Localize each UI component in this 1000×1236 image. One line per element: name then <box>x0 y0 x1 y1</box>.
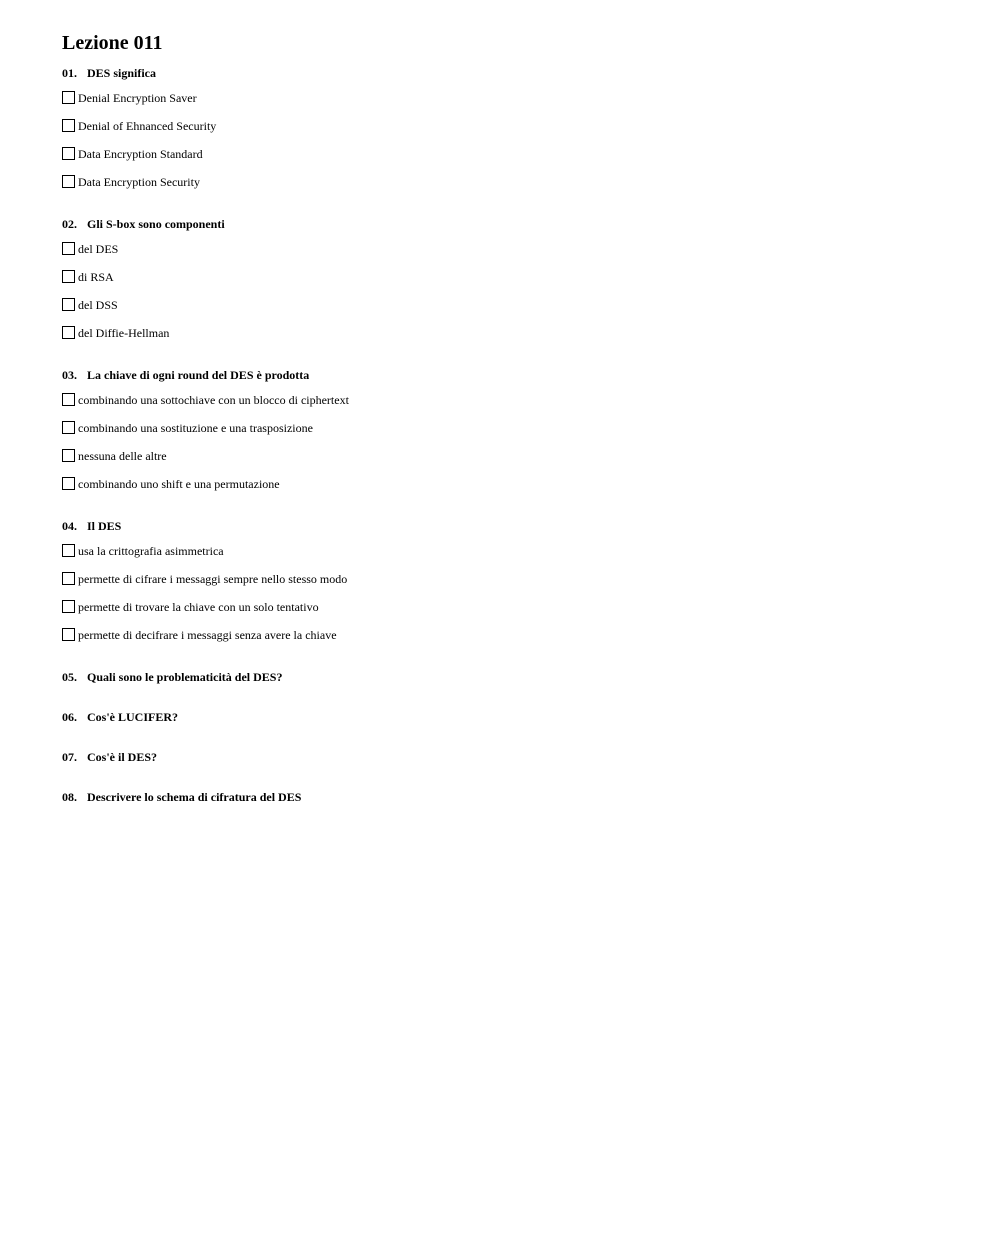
answer-label: del DES <box>78 242 119 256</box>
question-text: Il DES <box>87 519 122 533</box>
question-text: Gli S-box sono componenti <box>87 217 225 231</box>
answer-checkbox[interactable] <box>62 449 75 462</box>
answer-option[interactable] <box>62 543 962 571</box>
answer-checkbox[interactable] <box>62 270 75 283</box>
answer-option[interactable] <box>62 571 962 599</box>
answer-checkbox[interactable] <box>62 298 75 311</box>
answer-label: permette di decifrare i messaggi senza avere la chiave <box>78 628 337 642</box>
question-number: 02. <box>62 217 77 231</box>
answer-option[interactable] <box>62 325 962 353</box>
question-heading <box>62 789 962 806</box>
question-text: Descrivere lo schema di cifratura del DES <box>87 790 302 804</box>
question-text: Cos'è il DES? <box>87 750 158 764</box>
answer-label: permette di trovare la chiave con un solo tentativo <box>78 600 319 614</box>
answer-label: Data Encryption Standard <box>78 147 203 161</box>
answer-label: Data Encryption Security <box>78 175 200 189</box>
answer-checkbox[interactable] <box>62 175 75 188</box>
question-number: 07. <box>62 750 77 764</box>
open-question <box>62 709 962 726</box>
answer-checkbox[interactable] <box>62 477 75 490</box>
answer-checkbox[interactable] <box>62 572 75 585</box>
question-heading <box>62 518 962 535</box>
question-number: 01. <box>62 66 77 80</box>
answer-option[interactable] <box>62 297 962 325</box>
answer-label: di RSA <box>78 270 114 284</box>
question-heading <box>62 65 962 82</box>
answer-label: permette di cifrare i messaggi sempre nello stesso modo <box>78 572 348 586</box>
open-question <box>62 669 962 686</box>
answer-checkbox[interactable] <box>62 544 75 557</box>
answer-option[interactable] <box>62 241 962 269</box>
answer-option[interactable] <box>62 599 962 627</box>
answer-options <box>62 392 962 504</box>
document-page <box>62 29 962 829</box>
answer-checkbox[interactable] <box>62 147 75 160</box>
question-text: Cos'è LUCIFER? <box>87 710 179 724</box>
answer-option[interactable] <box>62 146 962 174</box>
question-text: La chiave di ogni round del DES è prodotta <box>87 368 310 382</box>
answer-label: combinando una sostituzione e una trasposizione <box>78 421 313 435</box>
answer-label: del Diffie-Hellman <box>78 326 170 340</box>
question-number: 04. <box>62 519 77 533</box>
question-number: 03. <box>62 368 77 382</box>
question-list <box>62 65 962 806</box>
answer-checkbox[interactable] <box>62 91 75 104</box>
answer-options <box>62 90 962 202</box>
answer-checkbox[interactable] <box>62 242 75 255</box>
answer-option[interactable] <box>62 476 962 504</box>
question-number: 06. <box>62 710 77 724</box>
multiple-choice-question <box>62 216 962 353</box>
answer-label: Denial of Ehnanced Security <box>78 119 217 133</box>
answer-checkbox[interactable] <box>62 393 75 406</box>
question-heading <box>62 749 962 766</box>
multiple-choice-question <box>62 65 962 202</box>
answer-option[interactable] <box>62 420 962 448</box>
question-text: Quali sono le problematicità del DES? <box>87 670 283 684</box>
answer-checkbox[interactable] <box>62 600 75 613</box>
open-question <box>62 749 962 766</box>
answer-option[interactable] <box>62 90 962 118</box>
answer-checkbox[interactable] <box>62 119 75 132</box>
answer-option[interactable] <box>62 448 962 476</box>
lesson-title: Lezione 011 <box>62 32 163 54</box>
question-number: 08. <box>62 790 77 804</box>
answer-label: Denial Encryption Saver <box>78 91 197 105</box>
question-heading <box>62 367 962 384</box>
answer-label: usa la crittografia asimmetrica <box>78 544 224 558</box>
answer-options <box>62 543 962 655</box>
multiple-choice-question <box>62 518 962 655</box>
answer-label: combinando una sottochiave con un blocco di ciphertext <box>78 393 349 407</box>
answer-checkbox[interactable] <box>62 628 75 641</box>
answer-checkbox[interactable] <box>62 326 75 339</box>
answer-checkbox[interactable] <box>62 421 75 434</box>
answer-options <box>62 241 962 353</box>
question-heading <box>62 216 962 233</box>
answer-label: combinando uno shift e una permutazione <box>78 477 280 491</box>
question-heading <box>62 669 962 686</box>
answer-option[interactable] <box>62 174 962 202</box>
answer-option[interactable] <box>62 118 962 146</box>
answer-label: del DSS <box>78 298 118 312</box>
question-text: DES significa <box>87 66 157 80</box>
answer-label: nessuna delle altre <box>78 449 167 463</box>
answer-option[interactable] <box>62 269 962 297</box>
question-heading <box>62 709 962 726</box>
multiple-choice-question <box>62 367 962 504</box>
answer-option[interactable] <box>62 392 962 420</box>
question-number: 05. <box>62 670 77 684</box>
answer-option[interactable] <box>62 627 962 655</box>
open-question <box>62 789 962 806</box>
